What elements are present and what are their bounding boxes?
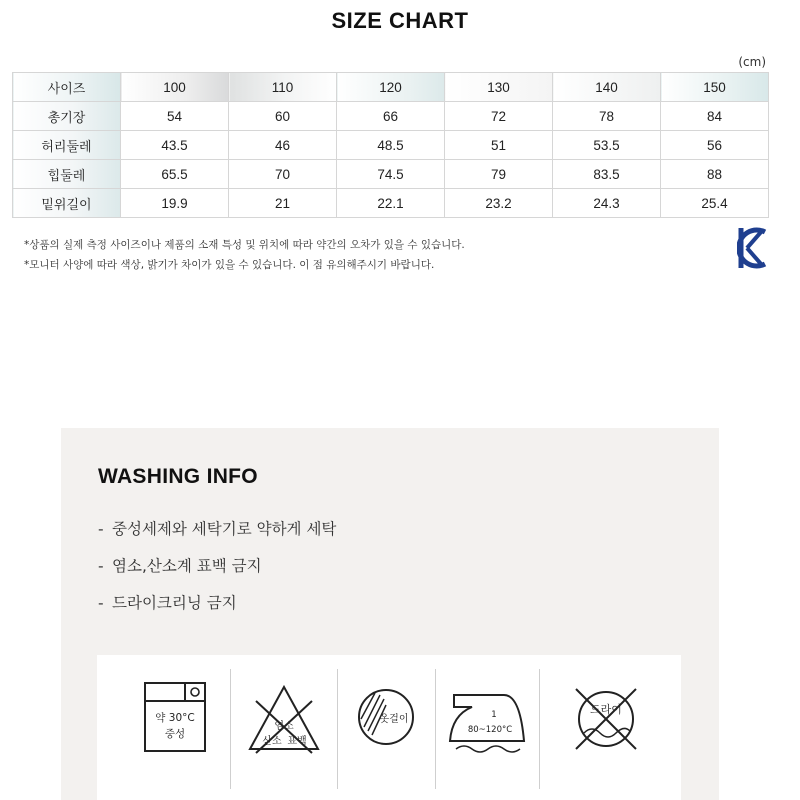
table-cell: 70 — [229, 160, 337, 189]
washing-info-title: WASHING INFO — [98, 465, 258, 488]
washing-instructions — [98, 518, 336, 629]
table-cell: 51 — [445, 131, 553, 160]
table-cell: 88 — [661, 160, 769, 189]
row-label: 힙둘레 — [13, 160, 121, 189]
header-cell: 130 — [445, 73, 553, 102]
table-cell: 54 — [121, 102, 229, 131]
header-cell: 120 — [337, 73, 445, 102]
note-line: *상품의 실제 측정 사이즈이나 제품의 소재 특성 및 위치에 따라 약간의 오차가 있을 수 있습니다. — [24, 239, 465, 251]
size-chart-title: SIZE CHART — [331, 8, 469, 33]
table-cell: 84 — [661, 102, 769, 131]
table-cell: 24.3 — [553, 189, 661, 218]
header-cell: 사이즈 — [13, 73, 121, 102]
table-row — [13, 102, 769, 131]
table-cell: 56 — [661, 131, 769, 160]
header-cell: 150 — [661, 73, 769, 102]
table-cell: 22.1 — [337, 189, 445, 218]
iron-temp-label: 80~120°C — [467, 725, 513, 735]
iron-level-label: 1 — [491, 710, 497, 720]
table-header-row — [13, 73, 769, 102]
list-dash: - — [98, 557, 104, 575]
instruction-text: 염소,산소계 표백 금지 — [112, 557, 262, 575]
wash-temp-label: 약 30°C — [155, 712, 195, 724]
list-dash: - — [98, 594, 104, 612]
size-notes — [24, 235, 465, 275]
row-label: 총기장 — [13, 102, 121, 131]
size-table — [12, 72, 769, 218]
care-icon-cell — [338, 669, 435, 800]
table-row — [13, 189, 769, 218]
table-cell: 65.5 — [121, 160, 229, 189]
iron-low-icon — [448, 687, 532, 757]
header-cell: 100 — [121, 73, 229, 102]
table-cell: 83.5 — [553, 160, 661, 189]
care-icons-box — [97, 655, 681, 800]
care-icon-cell — [540, 669, 681, 800]
bleach-oxygen-label: 산소 — [262, 736, 282, 747]
table-cell: 78 — [553, 102, 661, 131]
list-item — [98, 518, 336, 555]
table-cell: 74.5 — [337, 160, 445, 189]
list-item — [98, 592, 336, 629]
instruction-text: 드라이크리닝 금지 — [112, 594, 237, 612]
care-icon-cell — [436, 669, 539, 800]
table-row — [13, 160, 769, 189]
bleach-label: 표백 — [287, 736, 307, 747]
table-cell: 43.5 — [121, 131, 229, 160]
note-line: *모니터 사양에 따라 색상, 밝기가 차이가 있을 수 있습니다. 이 점 유의해주시기 바랍니다. — [24, 259, 435, 271]
no-bleach-icon — [246, 679, 322, 757]
dry-clean-label: 드라이 — [590, 703, 622, 716]
table-cell: 21 — [229, 189, 337, 218]
header-cell: 140 — [553, 73, 661, 102]
kc-mark-icon — [737, 226, 769, 270]
table-row — [13, 131, 769, 160]
table-cell: 60 — [229, 102, 337, 131]
row-label: 허리둘레 — [13, 131, 121, 160]
table-cell: 53.5 — [553, 131, 661, 160]
table-cell: 19.9 — [121, 189, 229, 218]
hang-dry-label: 옷걸이 — [379, 714, 409, 725]
list-dash: - — [98, 520, 104, 538]
washing-info-panel — [61, 428, 719, 800]
unit-label: (cm) — [738, 55, 766, 69]
table-cell: 46 — [229, 131, 337, 160]
header-cell: 110 — [229, 73, 337, 102]
table-cell: 23.2 — [445, 189, 553, 218]
table-cell: 72 — [445, 102, 553, 131]
table-cell: 66 — [337, 102, 445, 131]
instruction-text: 중성세제와 세탁기로 약하게 세탁 — [112, 520, 337, 538]
no-dry-clean-icon — [568, 681, 644, 757]
care-icon-cell — [97, 669, 230, 800]
list-item — [98, 555, 336, 592]
care-icon-cell — [231, 669, 337, 800]
bleach-chlorine-label: 염소 — [274, 721, 294, 732]
table-cell: 48.5 — [337, 131, 445, 160]
machine-wash-30-icon — [143, 681, 207, 753]
row-label: 밑위길이 — [13, 189, 121, 218]
table-cell: 79 — [445, 160, 553, 189]
hang-dry-shade-icon — [356, 687, 416, 747]
table-cell: 25.4 — [661, 189, 769, 218]
wash-detergent-label: 중성 — [164, 728, 186, 740]
